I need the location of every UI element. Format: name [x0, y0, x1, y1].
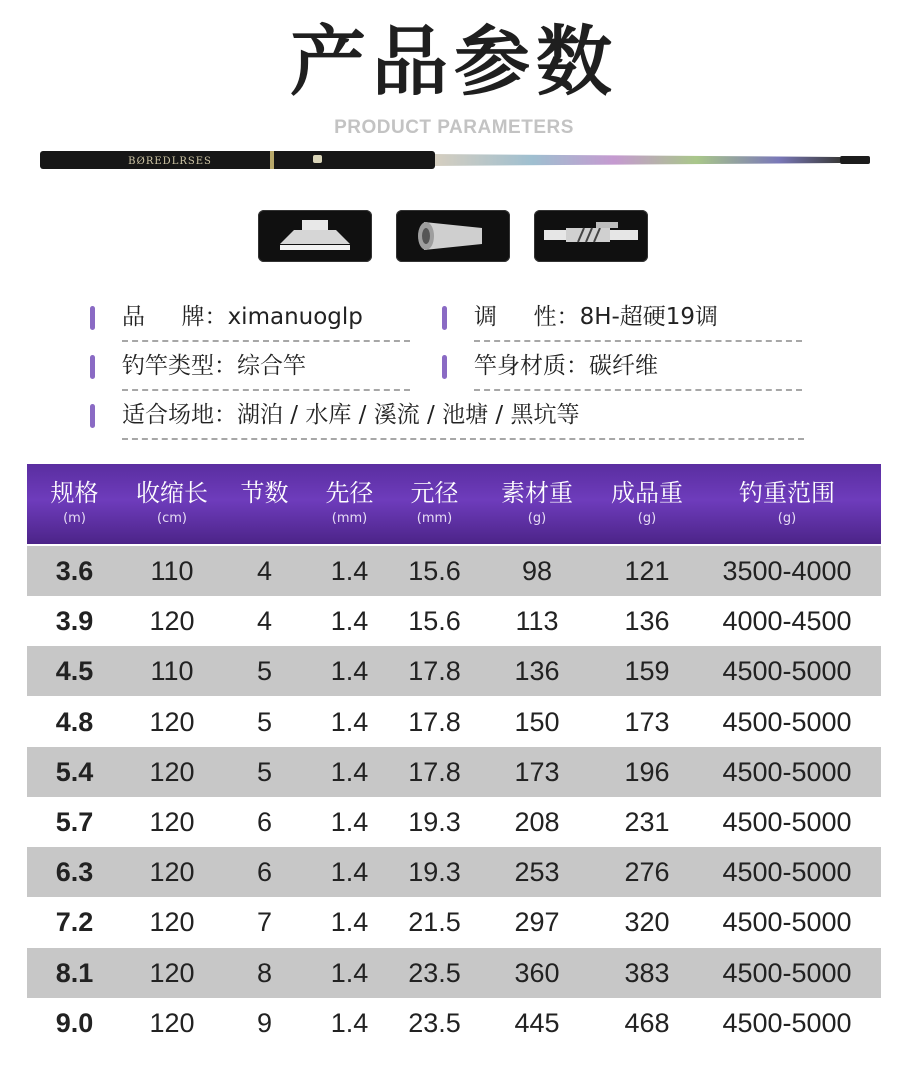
accent-bar: [90, 404, 95, 428]
table-cell: 196: [624, 756, 670, 787]
table-row: [27, 998, 881, 1048]
table-cell: 4: [256, 556, 273, 586]
table-cell: 3.9: [55, 606, 94, 637]
rod-brand-print: BØREDLRSES: [128, 156, 212, 167]
spec-venues: [90, 398, 810, 434]
accent-bar: [442, 306, 447, 330]
column-header: [697, 464, 877, 544]
table-cell: 1.4: [330, 606, 369, 637]
column-header: [27, 464, 122, 544]
table-cell: 98: [521, 556, 553, 586]
table-cell: 1.4: [330, 957, 369, 988]
column-header-label: 规格: [50, 479, 99, 507]
spec-label: 钓竿类型：: [122, 353, 237, 379]
table-cell: 3500-4000: [722, 556, 852, 586]
column-header-unit: (m): [63, 511, 86, 526]
table-cell: 6: [256, 857, 273, 888]
table-cell: 231: [624, 807, 670, 837]
table-cell: 8.1: [55, 957, 94, 988]
table-cell: 159: [624, 656, 670, 687]
column-header: [597, 464, 697, 544]
spec-value: 湖泊 / 水库 / 溪流 / 池塘 / 黑坑等: [237, 402, 580, 428]
page-subtitle: PRODUCT PARAMETERS: [334, 117, 574, 138]
table-cell: 173: [514, 756, 560, 787]
spec-brand: [90, 300, 420, 336]
tip-top-guide-icon: [258, 210, 372, 262]
table-row: [27, 797, 881, 847]
table-cell: 120: [149, 907, 195, 938]
divider: [474, 340, 802, 342]
table-cell: 8: [256, 957, 273, 988]
spec-rod-type: [90, 349, 420, 385]
spec-value: 综合竿: [237, 353, 306, 379]
column-header-unit: (g): [637, 511, 657, 526]
table-cell: 120: [149, 706, 195, 737]
column-header: [122, 464, 222, 544]
spec-value: ximanuoglp: [227, 304, 363, 330]
table-cell: 120: [149, 1007, 195, 1038]
butt-cap-icon: [396, 210, 510, 262]
table-cell: 7.2: [55, 907, 94, 938]
table-cell: 5: [256, 656, 273, 687]
table-cell: 19.3: [408, 807, 461, 837]
divider: [122, 340, 410, 342]
table-cell: 5: [256, 706, 273, 737]
spec-value: 碳纤维: [589, 353, 658, 379]
column-header-unit: (mm): [416, 511, 453, 526]
table-cell: 120: [149, 756, 195, 787]
table-cell: 4: [256, 606, 273, 637]
column-header-label: 节数: [240, 479, 289, 507]
table-cell: 120: [149, 606, 195, 637]
spec-label: 竿身材质：: [474, 353, 589, 379]
table-cell: 253: [514, 857, 560, 888]
table-row: [27, 747, 881, 797]
table-row: [27, 646, 881, 696]
table-cell: 1.4: [330, 1007, 369, 1038]
spec-material: [442, 349, 802, 385]
table-cell: 297: [514, 907, 560, 938]
table-cell: 110: [150, 556, 194, 586]
spec-action: [442, 300, 802, 336]
feature-icons: [258, 210, 650, 262]
table-cell: 15.6: [408, 556, 461, 586]
divider: [122, 438, 804, 440]
table-cell: 1.4: [330, 756, 369, 787]
table-row: [27, 596, 881, 646]
table-cell: 4500-5000: [722, 706, 852, 737]
table-cell: 276: [624, 857, 670, 888]
column-header-label: 成品重: [611, 479, 683, 507]
table-cell: 208: [514, 807, 560, 837]
table-cell: 320: [624, 907, 670, 938]
table-cell: 136: [514, 656, 560, 687]
table-cell: 23.5: [408, 1007, 461, 1038]
table-row: [27, 948, 881, 998]
spec-value: 8H-超硬19调: [579, 304, 719, 330]
table-cell: 120: [149, 857, 195, 888]
spec-label: 品 牌：: [122, 304, 228, 330]
table-cell: 1.4: [330, 807, 369, 837]
table-cell: 4500-5000: [722, 857, 852, 888]
divider: [122, 389, 410, 391]
spec-label: 调 性：: [474, 304, 580, 330]
table-cell: 23.5: [408, 957, 461, 988]
table-cell: 5.4: [55, 756, 94, 787]
table-cell: 120: [149, 807, 195, 837]
divider: [474, 389, 802, 391]
table-cell: 4500-5000: [722, 656, 852, 687]
table-cell: 121: [624, 556, 670, 586]
table-cell: 17.8: [408, 656, 461, 687]
table-cell: 1.4: [330, 556, 369, 586]
table-row: [27, 897, 881, 947]
table-cell: 4500-5000: [722, 807, 852, 837]
table-cell: 5.7: [55, 807, 94, 837]
table-cell: 136: [624, 606, 670, 637]
table-cell: 4.8: [55, 706, 94, 737]
table-cell: 4500-5000: [722, 1007, 852, 1038]
column-header: [222, 464, 307, 544]
column-header-unit: (mm): [331, 511, 368, 526]
accent-bar: [90, 355, 95, 379]
table-cell: 1.4: [330, 656, 369, 687]
table-cell: 113: [515, 606, 559, 637]
table-cell: 9.0: [55, 1007, 94, 1038]
table-cell: 173: [624, 706, 670, 737]
joint-thread-icon: [534, 210, 648, 262]
table-cell: 1.4: [330, 706, 369, 737]
table-cell: 17.8: [408, 756, 461, 787]
table-row: [27, 546, 881, 596]
table-cell: 6.3: [55, 857, 94, 888]
page-title: 产品参数: [290, 17, 618, 106]
table-cell: 383: [624, 957, 670, 988]
table-cell: 110: [150, 656, 194, 687]
table-cell: 19.3: [408, 857, 461, 888]
table-cell: 4500-5000: [722, 957, 852, 988]
table-cell: 4500-5000: [722, 756, 852, 787]
table-cell: 4000-4500: [722, 606, 852, 637]
table-cell: 120: [149, 957, 195, 988]
table-cell: 150: [514, 706, 560, 737]
table-cell: 3.6: [55, 556, 94, 586]
table-cell: 17.8: [408, 706, 461, 737]
table-cell: 1.4: [330, 857, 369, 888]
table-cell: 468: [624, 1007, 670, 1038]
spec-label: 适合场地：: [122, 402, 237, 428]
table-row: [27, 847, 881, 897]
accent-bar: [442, 355, 447, 379]
table-cell: 15.6: [408, 606, 461, 637]
accent-bar: [90, 306, 95, 330]
table-cell: 21.5: [408, 907, 461, 938]
table-cell: 445: [514, 1007, 560, 1038]
column-header-label: 钓重范围: [739, 479, 835, 507]
table-cell: 1.4: [330, 907, 369, 938]
table-cell: 4.5: [55, 656, 94, 687]
column-header: [307, 464, 392, 544]
column-header-unit: (cm): [157, 511, 187, 526]
column-header: [477, 464, 597, 544]
column-header-label: 先径: [325, 479, 374, 507]
table-cell: 360: [514, 957, 560, 988]
fishing-rod-image: [40, 145, 870, 175]
column-header: [392, 464, 477, 544]
column-header-label: 素材重: [501, 479, 573, 507]
table-cell: 6: [256, 807, 273, 837]
table-cell: 5: [256, 756, 273, 787]
table-cell: 9: [256, 1007, 273, 1038]
column-header-unit: (g): [777, 511, 797, 526]
table-row: [27, 697, 881, 747]
table-cell: 7: [256, 907, 273, 938]
column-header-unit: (g): [527, 511, 547, 526]
column-header-label: 元径: [410, 479, 459, 507]
column-header-label: 收缩长: [136, 479, 208, 507]
table-header: [27, 464, 881, 544]
table-cell: 4500-5000: [722, 907, 852, 938]
